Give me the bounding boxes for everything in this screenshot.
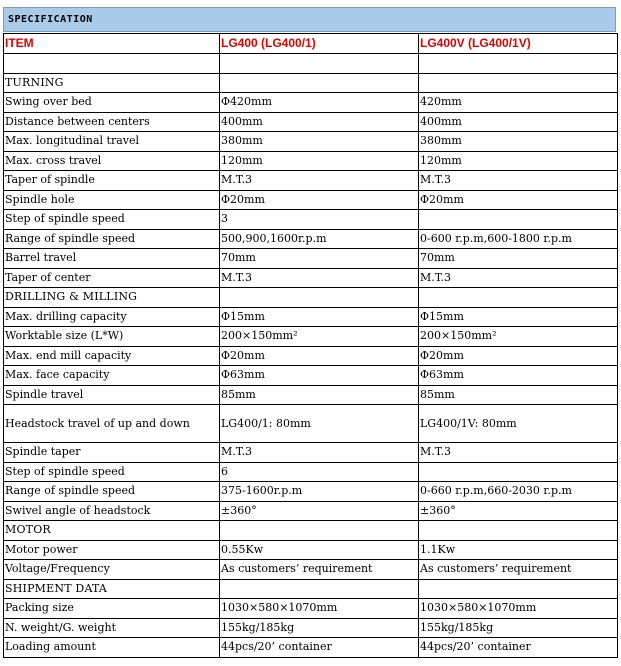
row-value-model-1: Φ15mm [220,307,419,327]
row-value-model-2 [419,54,618,74]
row-value-model-2: 44pcs/20’ container [419,638,618,658]
table-row [4,93,618,113]
table-row [4,366,618,386]
row-label: TURNING [4,73,220,93]
row-label: Swing over bed [4,93,220,113]
row-label: MOTOR [4,521,220,541]
row-label: Step of spindle speed [4,210,220,230]
row-value-model-1: M.T.3 [220,268,419,288]
row-label: Packing size [4,599,220,619]
table-row [4,405,618,443]
row-value-model-2: ±360° [419,501,618,521]
column-header-model-1: LG400 (LG400/1) [220,34,419,54]
section-row [4,521,618,541]
blank-row [4,54,618,74]
table-row [4,560,618,580]
row-value-model-2: 1.1Kw [419,540,618,560]
table-row [4,443,618,463]
table-row [4,327,618,347]
row-value-model-2: Φ63mm [419,366,618,386]
row-value-model-1: ±360° [220,501,419,521]
row-label: Max. face capacity [4,366,220,386]
row-value-model-2: 1030×580×1070mm [419,599,618,619]
row-value-model-1: 155kg/185kg [220,618,419,638]
table-row [4,229,618,249]
table-row [4,210,618,230]
row-value-model-1: Φ20mm [220,190,419,210]
row-value-model-1: Φ20mm [220,346,419,366]
row-label: Range of spindle speed [4,482,220,502]
table-row [4,540,618,560]
row-label: Max. end mill capacity [4,346,220,366]
row-value-model-1: 0.55Kw [220,540,419,560]
row-label: Max. longitudinal travel [4,132,220,152]
row-value-model-1 [220,73,419,93]
row-label: N. weight/G. weight [4,618,220,638]
row-value-model-2: 380mm [419,132,618,152]
column-header-model-2: LG400V (LG400/1V) [419,34,618,54]
row-value-model-2: 400mm [419,112,618,132]
row-label: Worktable size (L*W) [4,327,220,347]
table-row [4,462,618,482]
row-label: Swivel angle of headstock [4,501,220,521]
row-value-model-1: Φ420mm [220,93,419,113]
row-value-model-2: Φ20mm [419,190,618,210]
row-value-model-2: 120mm [419,151,618,171]
row-value-model-2 [419,288,618,308]
row-value-model-1 [220,288,419,308]
specification-table-body [4,34,618,658]
row-value-model-1: 200×150mm² [220,327,419,347]
row-value-model-1: Φ63mm [220,366,419,386]
row-value-model-1: 380mm [220,132,419,152]
row-value-model-2 [419,73,618,93]
row-value-model-1: 6 [220,462,419,482]
table-row [4,132,618,152]
row-label: Barrel travel [4,249,220,269]
column-header-item: ITEM [4,34,220,54]
section-row [4,579,618,599]
row-value-model-2: 0-600 r.p.m,600-1800 r.p.m [419,229,618,249]
row-value-model-2 [419,210,618,230]
table-row [4,268,618,288]
row-value-model-2 [419,521,618,541]
row-value-model-2: As customers’ requirement [419,560,618,580]
row-value-model-1: As customers’ requirement [220,560,419,580]
table-row [4,151,618,171]
table-row [4,190,618,210]
row-value-model-1: M.T.3 [220,171,419,191]
row-label: Voltage/Frequency [4,560,220,580]
row-value-model-1: 375-1600r.p.m [220,482,419,502]
specification-header: SPECIFICATION [3,7,616,32]
section-row [4,288,618,308]
row-label: Max. cross travel [4,151,220,171]
row-value-model-2: 85mm [419,385,618,405]
row-value-model-2: M.T.3 [419,443,618,463]
table-row [4,638,618,658]
row-label: Taper of center [4,268,220,288]
row-label: Step of spindle speed [4,462,220,482]
row-value-model-2: M.T.3 [419,171,618,191]
row-value-model-2: 70mm [419,249,618,269]
specification-table [3,33,618,658]
row-value-model-2: Φ15mm [419,307,618,327]
row-label: Loading amount [4,638,220,658]
row-value-model-1: 44pcs/20’ container [220,638,419,658]
row-value-model-1 [220,579,419,599]
row-label: Distance between centers [4,112,220,132]
row-value-model-1 [220,521,419,541]
row-label: Taper of spindle [4,171,220,191]
row-value-model-2 [419,579,618,599]
column-header-row [4,34,618,54]
table-row [4,501,618,521]
table-row [4,618,618,638]
row-value-model-1: 1030×580×1070mm [220,599,419,619]
row-value-model-2 [419,462,618,482]
row-label: Max. drilling capacity [4,307,220,327]
row-label: Spindle hole [4,190,220,210]
table-row [4,599,618,619]
section-row [4,73,618,93]
row-label: DRILLING & MILLING [4,288,220,308]
row-label: SHIPMENT DATA [4,579,220,599]
row-value-model-1: 400mm [220,112,419,132]
row-value-model-2: Φ20mm [419,346,618,366]
table-row [4,346,618,366]
row-value-model-1: LG400/1: 80mm [220,405,419,443]
row-value-model-1 [220,54,419,74]
table-row [4,482,618,502]
row-value-model-2: 155kg/185kg [419,618,618,638]
table-row [4,249,618,269]
row-value-model-2: M.T.3 [419,268,618,288]
table-row [4,385,618,405]
row-label: Spindle travel [4,385,220,405]
row-value-model-2: LG400/1V: 80mm [419,405,618,443]
row-label: Spindle taper [4,443,220,463]
row-label: Range of spindle speed [4,229,220,249]
row-label: Headstock travel of up and down [4,405,220,443]
row-value-model-2: 0-660 r.p.m,660-2030 r.p.m [419,482,618,502]
row-value-model-1: 120mm [220,151,419,171]
row-label: Motor power [4,540,220,560]
row-value-model-1: 70mm [220,249,419,269]
table-row [4,307,618,327]
row-label [4,54,220,74]
row-value-model-2: 420mm [419,93,618,113]
row-value-model-1: 500,900,1600r.p.m [220,229,419,249]
table-row [4,112,618,132]
row-value-model-1: 85mm [220,385,419,405]
row-value-model-2: 200×150mm² [419,327,618,347]
row-value-model-1: M.T.3 [220,443,419,463]
row-value-model-1: 3 [220,210,419,230]
table-row [4,171,618,191]
